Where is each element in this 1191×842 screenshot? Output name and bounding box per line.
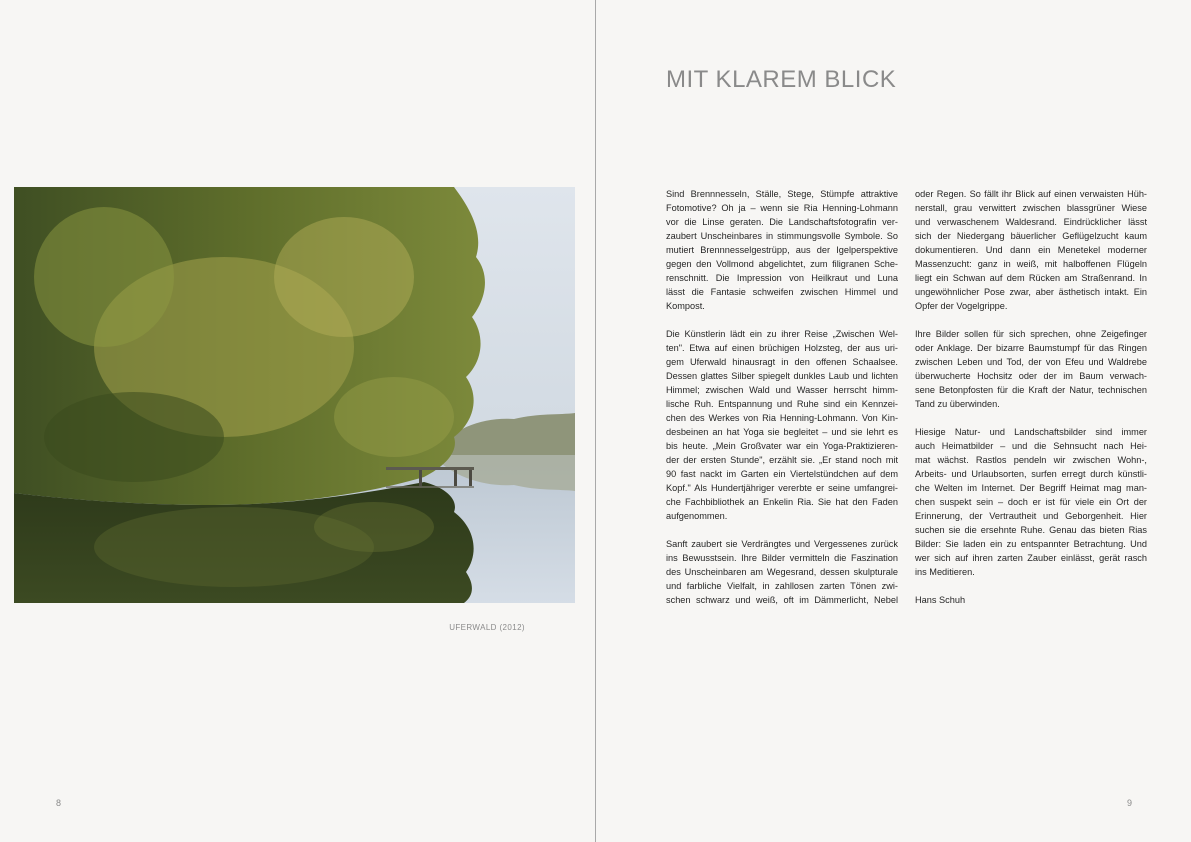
text-line: che Welten im Internet. Der Begriff Heimat mag man- [915, 483, 1147, 493]
text-line: 90 fast nackt im Garten ein Viertelstündchen auf dem [666, 469, 898, 479]
text-line: Sanft zaubert sie Verdrängtes und Vergessenes zurück [666, 539, 898, 549]
author-name: Hans Schuh [915, 595, 966, 605]
text-line: auch Heimatbilder – und die Sehnsucht nach Hei- [915, 441, 1147, 451]
text-line: vor die Linse geraten. Die Landschaftsfotografin ver- [666, 217, 898, 227]
text-line: aufgenommen. [666, 511, 728, 521]
text-line: Kompost. [666, 301, 705, 311]
text-line: oder Anklage. Der bizarre Baumstumpf für das Ringen [915, 343, 1147, 353]
lake-forest-photo [14, 187, 575, 603]
text-line: mutiert Brennnesselgestrüpp, aus der Igelperspektive [666, 245, 898, 255]
text-line: Die Künstlerin lädt ein zu ihrer Reise „Zwischen Wel- [666, 329, 898, 339]
text-line: sich der Niedergang bäuerlicher Geflügelzucht kaum [915, 231, 1147, 241]
text-line: lässt die Fantasie schweifen zwischen Himmel und [666, 287, 898, 297]
text-line: wer sich auf ihren zarten Zauber einlässt, gerät rasch [915, 553, 1147, 563]
text-line: Arbeits- und Urlaubsorten, surfen erregt durch künstli- [915, 469, 1147, 479]
text-line: Erinnerung, der Vertrautheit und Geborgenheit. Hier [915, 511, 1147, 521]
paragraph [666, 327, 898, 523]
text-line: zaubert Unscheinbares in stimmungsvolle Symbole. So [666, 231, 898, 241]
text-line: suchen sie die ersehnte Ruhe. Genau das bieten Rias [915, 525, 1147, 535]
text-line: ungewöhnlicher Pose zwar, aber ästhetisch intakt. Ein [915, 287, 1147, 297]
text-line: chen suspekt sein – doch er ist für viele ein Ort der [915, 497, 1147, 507]
author-signature [915, 593, 1147, 607]
text-column-2 [915, 187, 1147, 621]
text-column-1 [666, 187, 898, 621]
text-line: Fotomotive? Oh ja – wenn sie Ria Henning-Lohmann [666, 203, 898, 213]
paragraph [666, 537, 898, 607]
text-line: ten". Etwa auf einen brüchigen Holzsteg, der aus uri- [666, 343, 898, 353]
text-line: des Unscheinbaren am Wegesrand, dessen skulpturale [666, 567, 898, 577]
paragraph [915, 327, 1147, 411]
text-line: ins Bewusstsein. Ihre Bilder vermitteln die Faszination [666, 553, 898, 563]
page-number-left: 8 [56, 798, 62, 808]
text-line: gem Uferwald hinausragt in den offenen Schaalsee. [666, 357, 898, 367]
text-line: überwucherte Hochsitz oder der im Baum verwach- [915, 371, 1147, 381]
text-line: und farbliche Vielfalt, in zahllosen zarten Tönen zwi- [666, 581, 898, 591]
text-line: der der ersten Stunde", erzählt sie. „Er stand noch mit [666, 455, 898, 465]
text-line: oder Regen. So fällt ihr Blick auf einen verwaisten Hüh- [915, 189, 1147, 199]
text-line: chen des Werkes von Ria Henning-Lohmann. Von Kin- [666, 413, 898, 423]
text-line: Kopf." Als Hundertjähriger vererbte er seine umfangrei- [666, 483, 898, 493]
paragraph [915, 425, 1147, 579]
text-line: Ihre Bilder sollen für sich sprechen, ohne Zeigefinger [915, 329, 1147, 339]
text-line: desbeinen an hat Yoga sie begleitet – und sie lehrt es [666, 427, 898, 437]
text-line: Himmel; zwischen Wald und Wasser herrscht himm- [666, 385, 898, 395]
text-line: mat wächst. Rastlos pendeln wir zwischen Wohn-, [915, 455, 1147, 465]
paragraph [915, 187, 1147, 313]
text-line: Sind Brennnesseln, Ställe, Stege, Stümpfe attraktive [666, 189, 898, 199]
paragraph [666, 187, 898, 313]
text-line: zwischen Leben und Tod, der von Efeu und Waldrebe [915, 357, 1147, 367]
text-line: lische Ruh. Entspannung und Ruhe sind ein Kennzei- [666, 399, 898, 409]
text-line: Hiesige Natur- und Landschaftsbilder sind immer [915, 427, 1147, 437]
text-line: Massenzucht: ganz in weiß, mit halboffenen Flügeln [915, 259, 1147, 269]
text-line: ins Meditieren. [915, 567, 975, 577]
text-line: Opfer der Vogelgrippe. [915, 301, 1008, 311]
text-line: dokumentieren. Und dann ein Menetekel moderner [915, 245, 1147, 255]
photo-caption: UFERWALD (2012) [449, 623, 525, 632]
text-line: Dessen glattes Silber spiegelt dunkles Laub und lichten [666, 371, 898, 381]
text-line: Bilder: Sie laden ein zu entspannter Betrachtung. Und [915, 539, 1147, 549]
text-line: nerstall, grau verwittert zwischen blassgrüner Wiese [915, 203, 1147, 213]
text-line: sene Betonpfosten für die Kraft der Natur, technischen [915, 385, 1147, 395]
text-line: liegt ein Schwan auf dem Rücken am Straßenrand. In [915, 273, 1147, 283]
text-line: bis heute. „Mein Großvater war ein Yoga-Praktizieren- [666, 441, 898, 451]
text-line: Tand zu überwinden. [915, 399, 1000, 409]
page-gutter [595, 0, 596, 842]
article-title: MIT KLAREM BLICK [666, 66, 897, 93]
page-number-right: 9 [1127, 798, 1133, 808]
text-line: renschnitt. Die Impression von Heilkraut und Luna [666, 273, 898, 283]
text-line: schen schwarz und weiß, oft im Dämmerlicht, Nebel [666, 595, 898, 605]
text-line: che Fachbibliothek an Enkelin Ria. Sie hat den Faden [666, 497, 898, 507]
text-line: und verwaschenem Waldesrand. Eindrücklicher lässt [915, 217, 1147, 227]
text-line: gegen den Vollmond abgelichtet, zum filigranen Sche- [666, 259, 898, 269]
